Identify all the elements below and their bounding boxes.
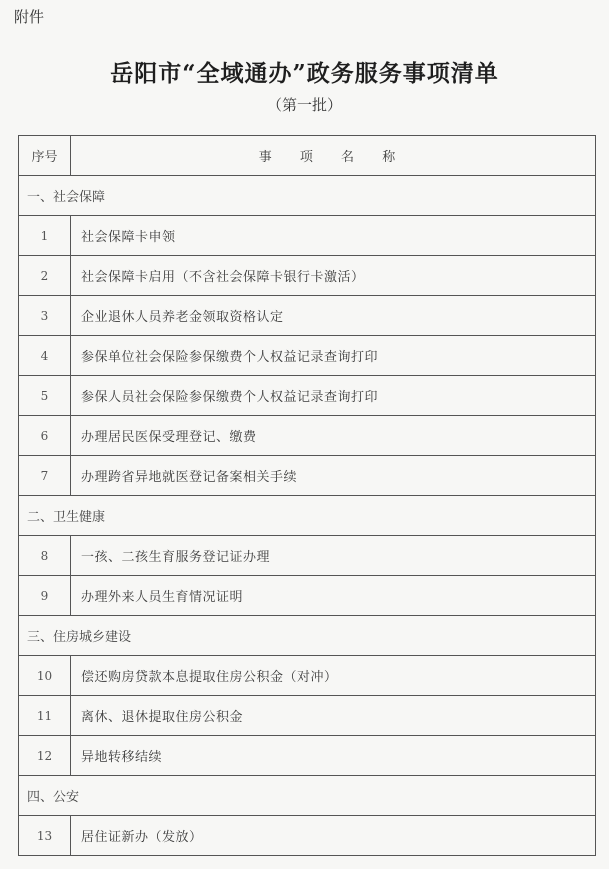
document-subtitle: （第一批）	[266, 96, 342, 114]
section-row-social-security	[19, 176, 596, 216]
item-number: 6	[19, 416, 71, 456]
section-heading: 四、公安	[19, 776, 596, 816]
item-name: 居住证新办（发放）	[71, 816, 596, 856]
table-row	[19, 576, 596, 616]
section-heading: 一、社会保障	[19, 176, 596, 216]
item-name: 社会保障卡申领	[71, 216, 596, 256]
table-row	[19, 456, 596, 496]
table-header-row	[19, 136, 596, 176]
service-items-table	[18, 135, 596, 856]
table-row	[19, 656, 596, 696]
attachment-label: 附件	[14, 8, 45, 26]
table-row	[19, 336, 596, 376]
item-number: 5	[19, 376, 71, 416]
section-row-housing	[19, 616, 596, 656]
item-name: 社会保障卡启用（不含社会保障卡银行卡激活）	[71, 256, 596, 296]
section-heading: 三、住房城乡建设	[19, 616, 596, 656]
item-name: 离休、退休提取住房公积金	[71, 696, 596, 736]
item-name: 参保单位社会保险参保缴费个人权益记录查询打印	[71, 336, 596, 376]
item-name: 办理居民医保受理登记、缴费	[71, 416, 596, 456]
item-number: 12	[19, 736, 71, 776]
item-number: 8	[19, 536, 71, 576]
table-row	[19, 416, 596, 456]
item-number: 11	[19, 696, 71, 736]
section-row-public-security	[19, 776, 596, 816]
table-row	[19, 296, 596, 336]
item-number: 4	[19, 336, 71, 376]
item-name: 异地转移结续	[71, 736, 596, 776]
table-row	[19, 256, 596, 296]
section-heading: 二、卫生健康	[19, 496, 596, 536]
item-number: 1	[19, 216, 71, 256]
item-name: 企业退休人员养老金领取资格认定	[71, 296, 596, 336]
column-header-number: 序号	[19, 136, 71, 176]
item-name: 办理跨省异地就医登记备案相关手续	[71, 456, 596, 496]
document-title: 岳阳市“全域通办”政务服务事项清单	[110, 60, 499, 87]
item-number: 9	[19, 576, 71, 616]
item-number: 7	[19, 456, 71, 496]
table-row	[19, 376, 596, 416]
item-number: 13	[19, 816, 71, 856]
section-row-health	[19, 496, 596, 536]
item-name: 办理外来人员生育情况证明	[71, 576, 596, 616]
item-number: 2	[19, 256, 71, 296]
column-header-name: 事 项 名 称	[71, 136, 596, 176]
item-number: 3	[19, 296, 71, 336]
table-row	[19, 736, 596, 776]
item-number: 10	[19, 656, 71, 696]
table-row	[19, 536, 596, 576]
table-row	[19, 216, 596, 256]
item-name: 偿还购房贷款本息提取住房公积金（对冲）	[71, 656, 596, 696]
table-row	[19, 696, 596, 736]
item-name: 一孩、二孩生育服务登记证办理	[71, 536, 596, 576]
table-row	[19, 816, 596, 856]
item-name: 参保人员社会保险参保缴费个人权益记录查询打印	[71, 376, 596, 416]
